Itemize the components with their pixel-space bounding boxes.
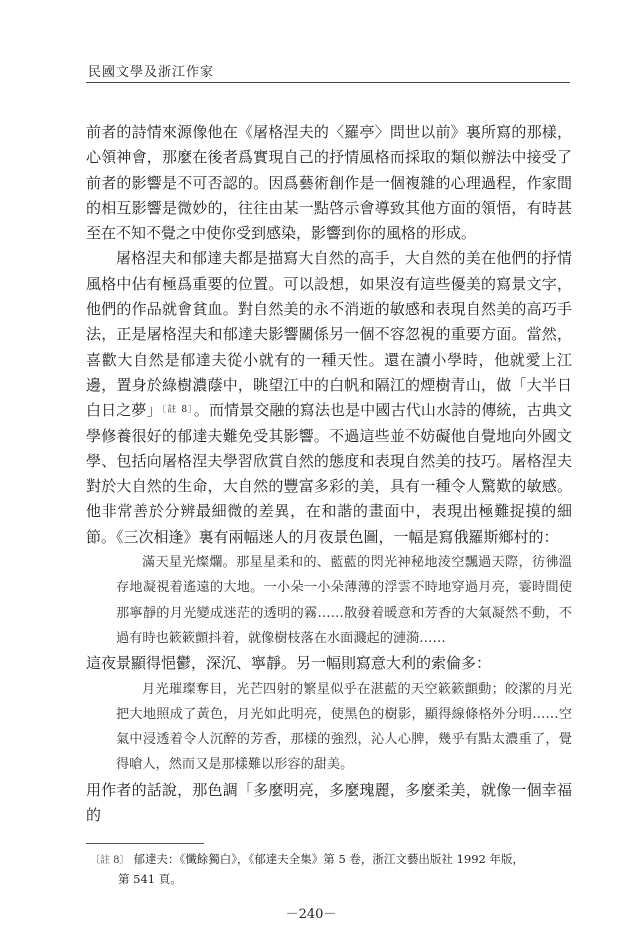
paragraph-2-part-b: 。而情景交融的寫法也是中國古代山水詩的傳統，古典文學修養很好的郁達夫難免受其影響。不過這些並不妨礙他自覺地向外國文學、包括向屠格涅夫學習欣賞自然的態度和表現自然美的技巧。屠格涅夫對於大自然的生命，大自然的豐富多彩的美，具有一種令人驚歎的敏感。他非常善於分辨最細微的差異，在和諧的畫面中，表現出極難捉摸的細節。《三次相逢》裏有兩幅迷人的月夜景色圖，一幅是寫俄羅斯鄉村的： [86,401,572,546]
footnote-label: 〔註 8〕 [90,855,130,866]
paragraph-1: 前者的詩情來源像他在《屠格涅夫的〈羅亭〉問世以前》裏所寫的那樣，心領神會，那麼在後者爲實現自己的抒情風格而採取的類似辦法中接受了前者的影響是不可否認的。因爲藝術創作是一個複雜的心理過程，作家間的相互影響是微妙的，往往由某一點啓示會導致其他方面的領悟，有時甚至在不知不覺之中使你受到感染，影響到你的風格的形成。 [86,123,572,243]
footnote-line-2: 第 541 頁。 [118,872,182,886]
body-text [86,120,572,828]
paragraph-2-part-a: 屠格涅夫和郁達夫都是描寫大自然的高手，大自然的美在他們的抒情風格中佔有極爲重要的位置。可以設想，如果沒有這些優美的寫景文字，他們的作品就會貧血。對自然美的永不消逝的敏感和表現自然美的高巧手法，正是屠格涅夫和郁達夫影響關係另一個不容忽視的重要方面。當然，喜歡大自然是郁達夫從小就有的一種天性。還在讀小學時，他就愛上江邊，置身於綠樹濃蔭中，眺望江中的白帆和隔江的煙樹青山，做「大半日白日之夢」 [86,249,572,420]
page-number: －240－ [285,907,337,922]
footnote-rule [86,843,204,844]
paragraph-2 [86,246,572,550]
footnote-line-1 [90,850,570,870]
running-title: 民國文學及浙江作家 [88,65,215,80]
paragraph-3: 這夜景顯得悒鬱，深沉、寧靜。另一幅則寫意大利的索倫多： [86,654,492,673]
footnote-citation: 郁達夫：《懺餘獨白》，《郁達夫全集》第 5 卷，浙江文藝出版社 1992 年版， [133,852,524,866]
header-rule [86,82,570,83]
block-quote-1: 滿天星光燦爛。那星星柔和的、藍藍的閃光神秘地淩空飄過天際，彷彿溫存地凝視着遙遠的大地。一小朵一小朵薄薄的浮雲不時地穿過月亮，霎時間使那寧靜的月光變成迷茫的透明的霧……散發着暖意和芳香的大氣凝然不動，不過有時也簌簌顫抖着，就像樹枝落在水面濺起的漣漪…… [116,555,572,646]
footnote [90,850,570,889]
block-quote-2: 月光璀璨奪目，光芒四射的繁星似乎在湛藍的天空簌簌顫動；皎潔的月光把大地照成了黃色，月光如此明亮，使黑色的樹影，顯得線條格外分明……空氣中浸透着令人沉醉的芳香，那樣的強烈，沁人心脾，幾乎有點太濃重了，覺得嗆人，然而又是那樣難以形容的甜美。 [116,681,572,773]
footnote-reference[interactable]: 〔註 8〕 [161,405,194,416]
paragraph-4: 用作者的話說，那色調「多麼明亮，多麼瑰麗，多麼柔美，就像一個幸福的 [86,780,572,825]
